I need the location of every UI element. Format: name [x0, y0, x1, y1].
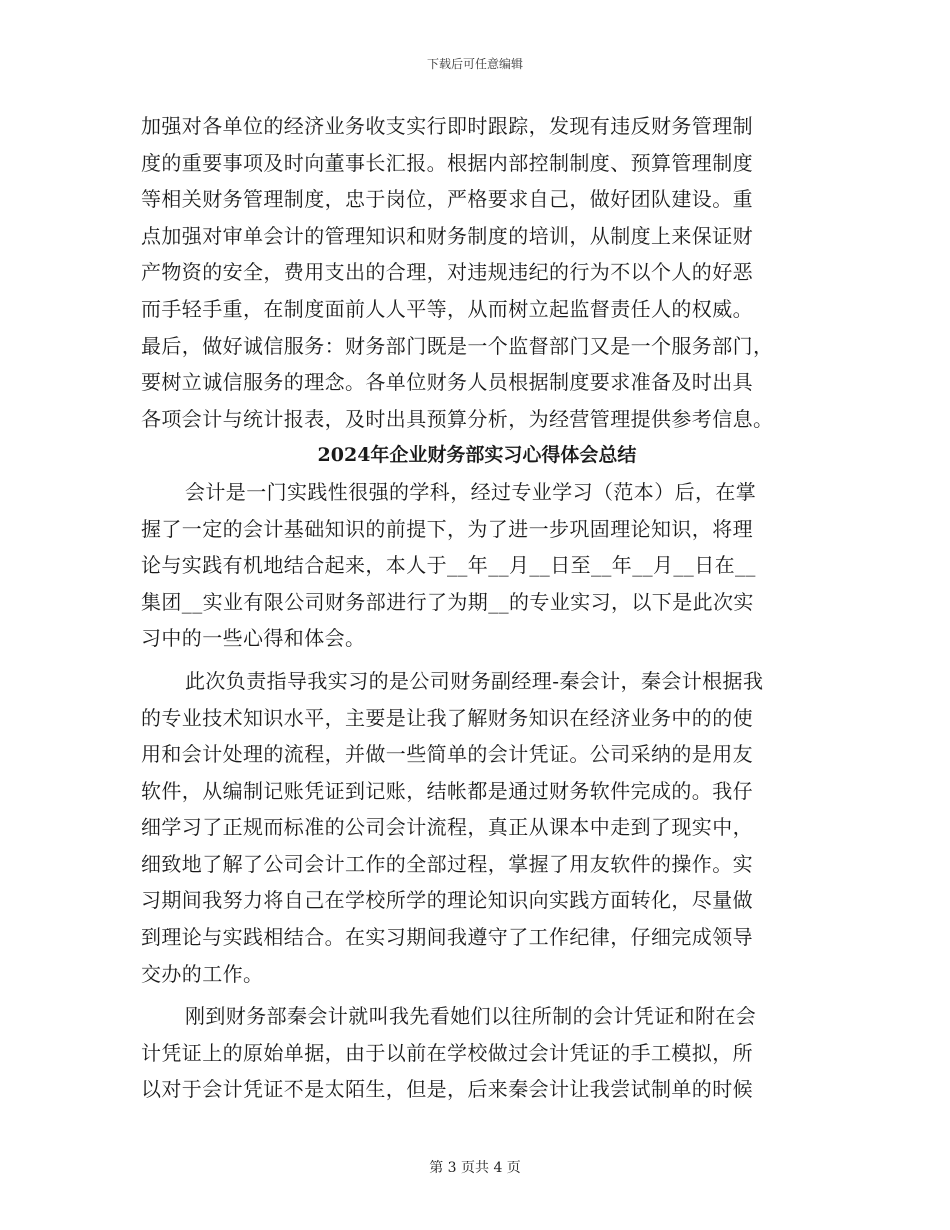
- text-line: 习中的一些心得和体会。: [141, 626, 366, 651]
- section-title: 2024年企业财务部实习心得体会总结: [317, 444, 637, 467]
- text-line: 加强对各单位的经济业务收支实行即时跟踪，发现有违反财务管理制: [141, 114, 753, 138]
- text-line: 计凭证上的原始单据，由于以前在学校做过会计凭证的手工模拟，所: [141, 1040, 753, 1065]
- header-note: 下载后可任意编辑: [426, 57, 523, 71]
- text-line: 集团__实业有限公司财务部进行了为期__的专业实习，以下是此次实: [141, 589, 754, 614]
- text-line: 要树立诚信服务的理念。各单位财务人员根据制度要求准备及时出具: [141, 370, 753, 395]
- text-line: 会计是一门实践性很强的学科，经过专业学习（范本）后，在掌: [185, 479, 757, 504]
- text-line: 细学习了正规而标准的公司会计流程，真正从课本中走到了现实中，: [141, 815, 753, 840]
- text-line: 论与实践有机地结合起来，本人于__年__月__日至__年__月__日在__: [141, 553, 756, 578]
- text-line: 握了一定的会计基础知识的前提下，为了进一步巩固理论知识，将理: [141, 516, 753, 541]
- text-line: 各项会计与统计报表，及时出具预算分析，为经营管理提供参考信息。: [141, 406, 774, 431]
- paragraph-4: [141, 998, 813, 1108]
- text-line: 最后，做好诚信服务：财务部门既是一个监督部门又是一个服务部门，: [141, 333, 774, 358]
- text-line: 交办的工作。: [141, 961, 264, 986]
- paragraph-3: [141, 663, 813, 992]
- text-line: 刚到财务部秦会计就叫我先看她们以往所制的会计凭证和附在会: [185, 1004, 757, 1029]
- page-number: 第 3 页共 4 页: [429, 1160, 521, 1176]
- text-line: 产物资的安全，费用支出的合理，对违规违纪的行为不以个人的好恶: [141, 260, 753, 285]
- text-line: 用和会计处理的流程，并做一些简单的会计凭证。公司采纳的是用友: [141, 742, 753, 767]
- document-body: [141, 108, 813, 1108]
- paragraph-1: [141, 108, 813, 437]
- text-line: 细致地了解了公司会计工作的全部过程，掌握了用友软件的操作。实: [141, 851, 753, 876]
- paragraph-2: [141, 474, 813, 657]
- text-line: 度的重要事项及时向董事长汇报。根据内部控制制度、预算管理制度: [141, 150, 753, 175]
- text-line: 点加强对审单会计的管理知识和财务制度的培训，从制度上来保证财: [141, 223, 753, 248]
- text-line: 此次负责指导我实习的是公司财务副经理-秦会计，秦会计根据我: [185, 668, 764, 693]
- text-line: 以对于会计凭证不是太陌生，但是，后来秦会计让我尝试制单的时候: [141, 1077, 753, 1102]
- text-line: 等相关财务管理制度，忠于岗位，严格要求自己，做好团队建设。重: [141, 187, 753, 212]
- text-line: 习期间我努力将自己在学校所学的理论知识向实践方面转化，尽量做: [141, 888, 753, 913]
- text-line: 到理论与实践相结合。在实习期间我遵守了工作纪律，仔细完成领导: [141, 925, 753, 950]
- text-line: 而手轻手重，在制度面前人人平等，从而树立起监督责任人的权威。: [141, 296, 753, 321]
- text-line: 的专业技术知识水平，主要是让我了解财务知识在经济业务中的的使: [141, 705, 753, 730]
- text-line: 软件，从编制记账凭证到记账，结帐都是通过财务软件完成的。我仔: [141, 778, 753, 803]
